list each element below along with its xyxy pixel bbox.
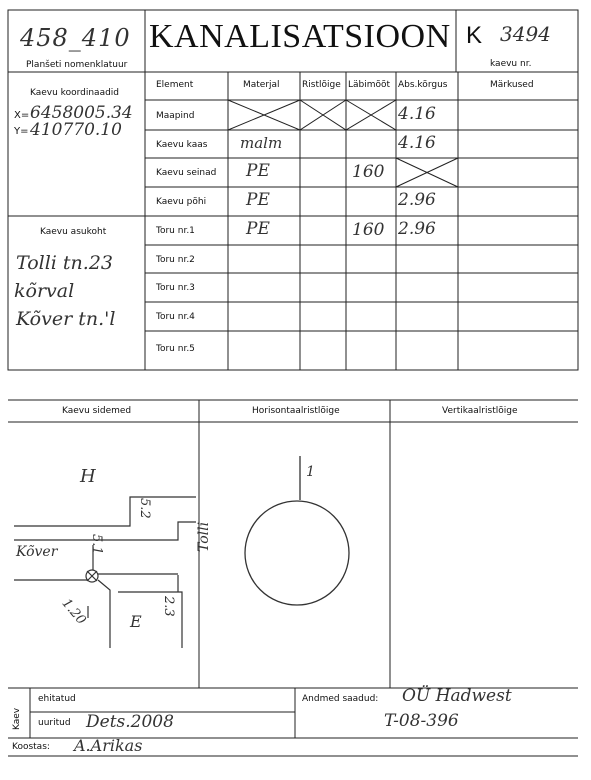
- page-title: KANALISATSIOON: [149, 18, 451, 55]
- data-source-company: OÜ Hadwest: [402, 686, 512, 706]
- col-header-section: Ristlõige: [302, 80, 341, 90]
- location-label: Kaevu asukoht: [40, 227, 107, 237]
- dimension-5-2: 5.2: [137, 498, 152, 519]
- ties-section-label: Kaevu sidemed: [62, 406, 132, 416]
- location-line-1: Tolli tn.23: [16, 252, 113, 274]
- well-vertical-label: Kaev: [12, 707, 22, 730]
- table-row-element: Toru nr.2: [156, 255, 195, 265]
- street-kover-label: Kõver: [16, 544, 58, 560]
- built-label: ehitatud: [38, 694, 76, 704]
- surveyed-label: uuritud: [38, 718, 71, 728]
- dimension-2-3: 2.3: [161, 596, 176, 617]
- y-coordinate-value: 410770.10: [30, 120, 122, 140]
- pipe-number-label: 1: [306, 464, 315, 480]
- dimension-5-1: 5.1: [89, 534, 104, 555]
- table-cell-elevation: 2.96: [398, 219, 436, 239]
- surveyed-value: Dets.2008: [86, 712, 174, 732]
- table-row-element: Maapind: [156, 111, 195, 121]
- table-cell-material: malm: [240, 134, 283, 152]
- col-header-diameter: Läbimõõt: [348, 80, 391, 90]
- col-header-remarks: Märkused: [490, 80, 534, 90]
- well-circle: [245, 501, 349, 605]
- y-coordinate-prefix: Y=: [14, 126, 29, 137]
- nomenclature-value: 458_410: [20, 24, 131, 52]
- building-h-label: H: [80, 466, 96, 487]
- well-number-prefix: K: [466, 22, 483, 49]
- table-row-element: Kaevu põhi: [156, 197, 207, 207]
- table-cell-elevation: 4.16: [398, 104, 436, 124]
- horizontal-section-label: Horisontaalristlõige: [252, 406, 340, 416]
- table-cell-diameter: 160: [352, 162, 385, 182]
- data-source-reference: T-08-396: [384, 711, 459, 731]
- coordinates-label: Kaevu koordinaadid: [30, 88, 120, 98]
- col-header-element: Element: [156, 80, 194, 90]
- table-row-element: Toru nr.3: [156, 283, 195, 293]
- table-row-element: Kaevu kaas: [156, 140, 208, 150]
- table-cell-material: PE: [246, 219, 270, 239]
- location-line-2: kõrval: [14, 280, 75, 302]
- vertical-section-label: Vertikaalristlõige: [442, 406, 518, 416]
- compiled-by-value: A.Arikas: [74, 736, 143, 755]
- table-cell-diameter: 160: [352, 220, 385, 240]
- building-e-label: E: [130, 612, 142, 631]
- horizontal-section-drawing: [245, 456, 349, 605]
- well-number-value: 3494: [500, 22, 551, 46]
- table-cell-elevation: 4.16: [398, 133, 436, 153]
- x-coordinate-prefix: X=: [14, 110, 30, 121]
- col-header-material: Materjal: [243, 80, 280, 90]
- compiled-by-label: Koostas:: [12, 742, 50, 752]
- well-number-label: kaevu nr.: [490, 59, 532, 69]
- x-coordinate-value: 6458005.34: [30, 103, 133, 123]
- col-header-elevation: Abs.kõrgus: [398, 80, 448, 90]
- street-tolli-label: Tolli: [196, 521, 212, 552]
- table-row-element: Toru nr.1: [156, 226, 195, 236]
- table-cell-elevation: 2.96: [398, 190, 436, 210]
- table-row-element: Toru nr.4: [156, 312, 195, 322]
- ties-sketch: [14, 497, 196, 648]
- table-cell-material: PE: [246, 190, 270, 210]
- data-source-label: Andmed saadud:: [302, 694, 379, 704]
- table-cell-material: PE: [246, 161, 270, 181]
- table-row-element: Kaevu seinad: [156, 168, 217, 178]
- dimension-1-20: 1.20: [58, 596, 89, 628]
- location-line-3: Kõver tn.'l: [16, 308, 116, 330]
- table-row-element: Toru nr.5: [156, 344, 195, 354]
- nomenclature-label: Planšeti nomenklatuur: [26, 60, 128, 70]
